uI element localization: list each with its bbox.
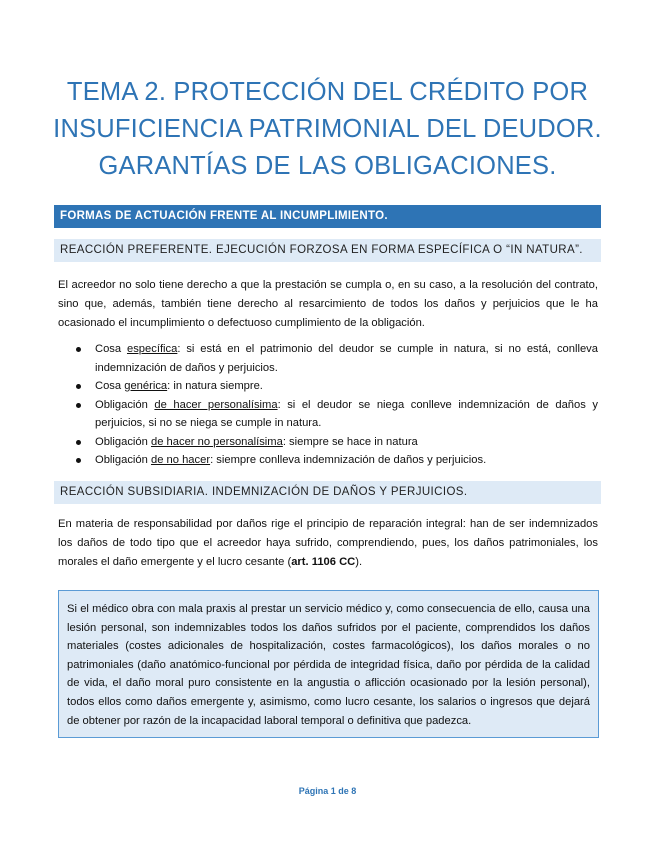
term-generica: genérica — [124, 380, 168, 392]
term-hacer-personalisima: de hacer personalísima — [154, 398, 278, 411]
paragraph-responsabilidad: En materia de responsabilidad por daños rige el principio de reparación integral: han de ser indemnizados los daños de todo tipo que el acreedor haya sufrido, comprendiendo, pues, los daños patrimoniales, los morales el daño emergente y el lucro cesante (art. 1106 CC). — [58, 518, 598, 568]
list-item: Obligación de hacer no personalísima: siempre se hace in natura — [58, 433, 598, 452]
subsection-heading-reaccion-preferente: REACCIÓN PREFERENTE. EJECUCIÓN FORZOSA EN FORMA ESPECÍFICA O “IN NATURA”. — [54, 239, 601, 262]
bullet-icon — [76, 384, 81, 389]
bullet-icon — [76, 403, 81, 408]
page-number: Página 1 de 8 — [298, 786, 357, 796]
bullet-icon — [76, 458, 81, 463]
title-line-3: GARANTÍAS DE LAS OBLIGACIONES. — [98, 152, 557, 180]
title-line-2: INSUFICIENCIA PATRIMONIAL DEL DEUDOR. — [53, 115, 602, 143]
bullet-icon — [76, 440, 81, 445]
list-item: Cosa específica: si está en el patrimonio del deudor se cumple in natura, si no está, conlleva indemnización de daños y perjuicios. — [58, 340, 598, 377]
bullet-icon — [76, 347, 81, 352]
list-item: Obligación de no hacer: siempre conlleva indemnización de daños y perjuicios. — [58, 451, 598, 470]
obligation-types-list — [58, 340, 598, 470]
term-no-hacer: de no hacer — [150, 454, 211, 466]
section-heading-formas: FORMAS DE ACTUACIÓN FRENTE AL INCUMPLIMIENTO. — [54, 205, 601, 228]
article-reference: art. 1106 CC — [291, 556, 356, 568]
term-hacer-no-personalisima: de hacer no personalísima — [150, 435, 283, 448]
page-title — [40, 74, 615, 185]
list-item: Cosa genérica: in natura siempre. — [58, 377, 598, 396]
title-line-1: TEMA 2. PROTECCIÓN DEL CRÉDITO POR — [66, 78, 589, 106]
list-item: Obligación de hacer personalísima: si el deudor se niega conlleve indemnización de daños y perjuicios, si no se niega se cumple in natura. — [58, 396, 598, 433]
term-especifica: específica — [126, 343, 178, 355]
example-text: Si el médico obra con mala praxis al prestar un servicio médico y, como consecuencia de ello, causa una lesión personal, son indemnizables todos los daños sufridos por el paciente, comprendidos los daños materiales (costes adicionales de hospitalización, costes farmacológicos), los daños morales o no patrimoniales (daño anatómico-funcional por pérdida de integridad física, daño por pérdida de la calidad de vida, el daño moral puro consistente en la angustia o aflicción ocasionado por la lesión personal), todos ellos como daños emergente y, asimismo, como lucro cesante, los salarios o ingresos que dejará de obtener por razón de la incapacidad laboral temporal o definitiva que padezca. — [67, 603, 590, 727]
example-box — [58, 590, 599, 738]
paragraph-acreedor: El acreedor no solo tiene derecho a que la prestación se cumpla o, en su caso, a la resolución del contrato, sino que, además, también tiene derecho al resarcimiento de todos los daños y perjuicios que le ha ocasionado el incumplimiento o defectuoso cumplimiento de la obligación. — [58, 279, 598, 329]
subsection-heading-reaccion-subsidiaria: REACCIÓN SUBSIDIARIA. INDEMNIZACIÓN DE DAÑOS Y PERJUICIOS. — [54, 481, 601, 504]
